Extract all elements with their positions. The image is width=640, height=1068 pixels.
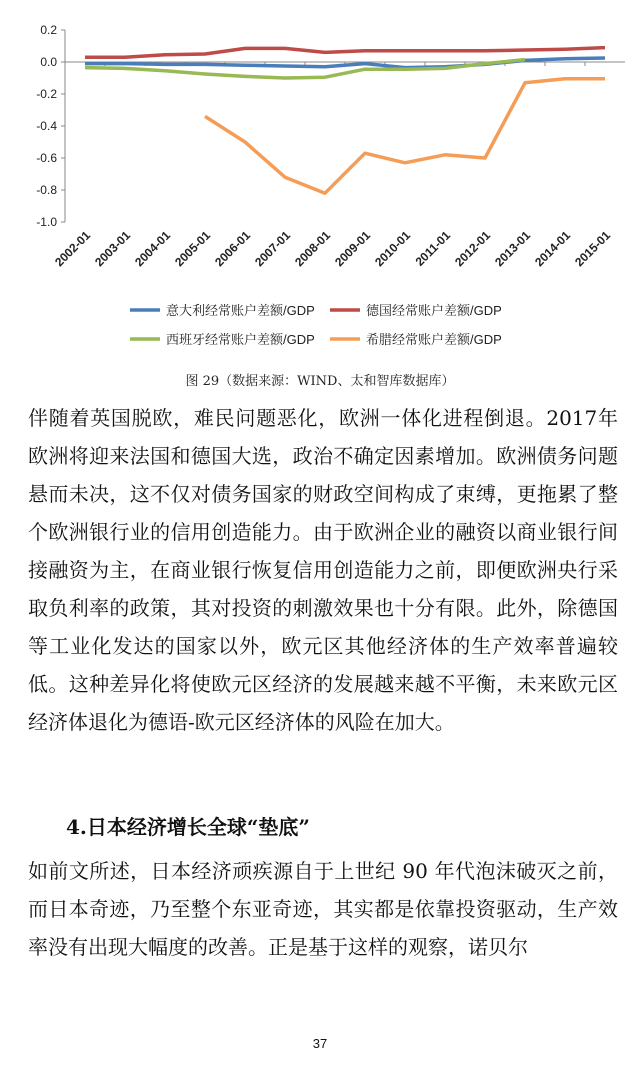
x-tick-label: 2006-01 [212,228,254,270]
y-tick-labels [36,23,57,229]
x-tick-label: 2002-01 [52,228,94,270]
chart-series [85,48,605,194]
section-heading: 4.日本经济增长全球“垫底” [66,815,310,839]
legend-label-2: 德国经常账户差额/GDP [366,303,502,318]
y-tick-label: -0.4 [36,119,57,133]
figure-caption: 图 29（数据来源：WIND、太和智库数据库） [185,374,455,389]
x-tick-label: 2005-01 [172,228,214,270]
chart-legend [130,303,502,347]
legend-label-4: 希腊经常账户差额/GDP [366,332,502,347]
x-tick-labels [52,228,613,269]
x-tick-label: 2010-01 [372,228,414,270]
y-tick-label: 0.0 [40,55,57,69]
legend-label-3: 西班牙经常账户差额/GDP [166,332,315,347]
y-tick-label: -1.0 [36,215,57,229]
x-tick-label: 2013-01 [492,228,534,270]
x-tick-label: 2003-01 [92,228,134,270]
series-line-4 [205,79,605,193]
x-tick-label: 2012-01 [452,228,494,270]
series-line-2 [85,48,605,58]
y-tick-label: 0.2 [40,23,57,37]
body-paragraph-1: 伴随着英国脱欧，难民问题恶化，欧洲一体化进程倒退。2017年欧洲将迎来法国和德国大选，政治不确定因素增加。欧洲债务问题悬而未决，这不仅对债务国家的财政空间构成了束缚，更拖累了整个欧洲银行业的信用创造能力。由于欧洲企业的融资以商业银行间接融资为主，在商业银行恢复信用创造能力之前，即便欧洲央行采取负利率的政策，其对投资的刺激效果也十分有限。此外，除德国等工业化发达的国家以外，欧元区其他经济体的生产效率普遍较低。这种差异化将使欧元区经济的发展越来越不平衡，未来欧元区经济体退化为德语-欧元区经济体的风险在加大。 [28,406,618,734]
x-tick-label: 2007-01 [252,228,294,270]
x-tick-label: 2014-01 [532,228,574,270]
page-number: 37 [312,1036,328,1051]
line-chart [0,0,640,350]
body-paragraph-2: 如前文所述，日本经济顽疾源自于上世纪 90 年代泡沫破灭之前，而日本奇迹，乃至整个东亚奇迹，其实都是依靠投资驱动，生产效率没有出现大幅度的改善。正是基于这样的观察，诺贝尔 [28,859,618,959]
x-tick-label: 2004-01 [132,228,174,270]
y-tick-label: -0.6 [36,151,57,165]
x-tick-label: 2011-01 [412,228,454,269]
x-tick-label: 2015-01 [572,228,614,270]
legend-label-1: 意大利经常账户差额/GDP [166,303,315,318]
y-tick-label: -0.8 [36,183,57,197]
y-tick-label: -0.2 [36,87,57,101]
x-tick-label: 2008-01 [292,228,334,270]
x-tick-label: 2009-01 [332,228,374,270]
